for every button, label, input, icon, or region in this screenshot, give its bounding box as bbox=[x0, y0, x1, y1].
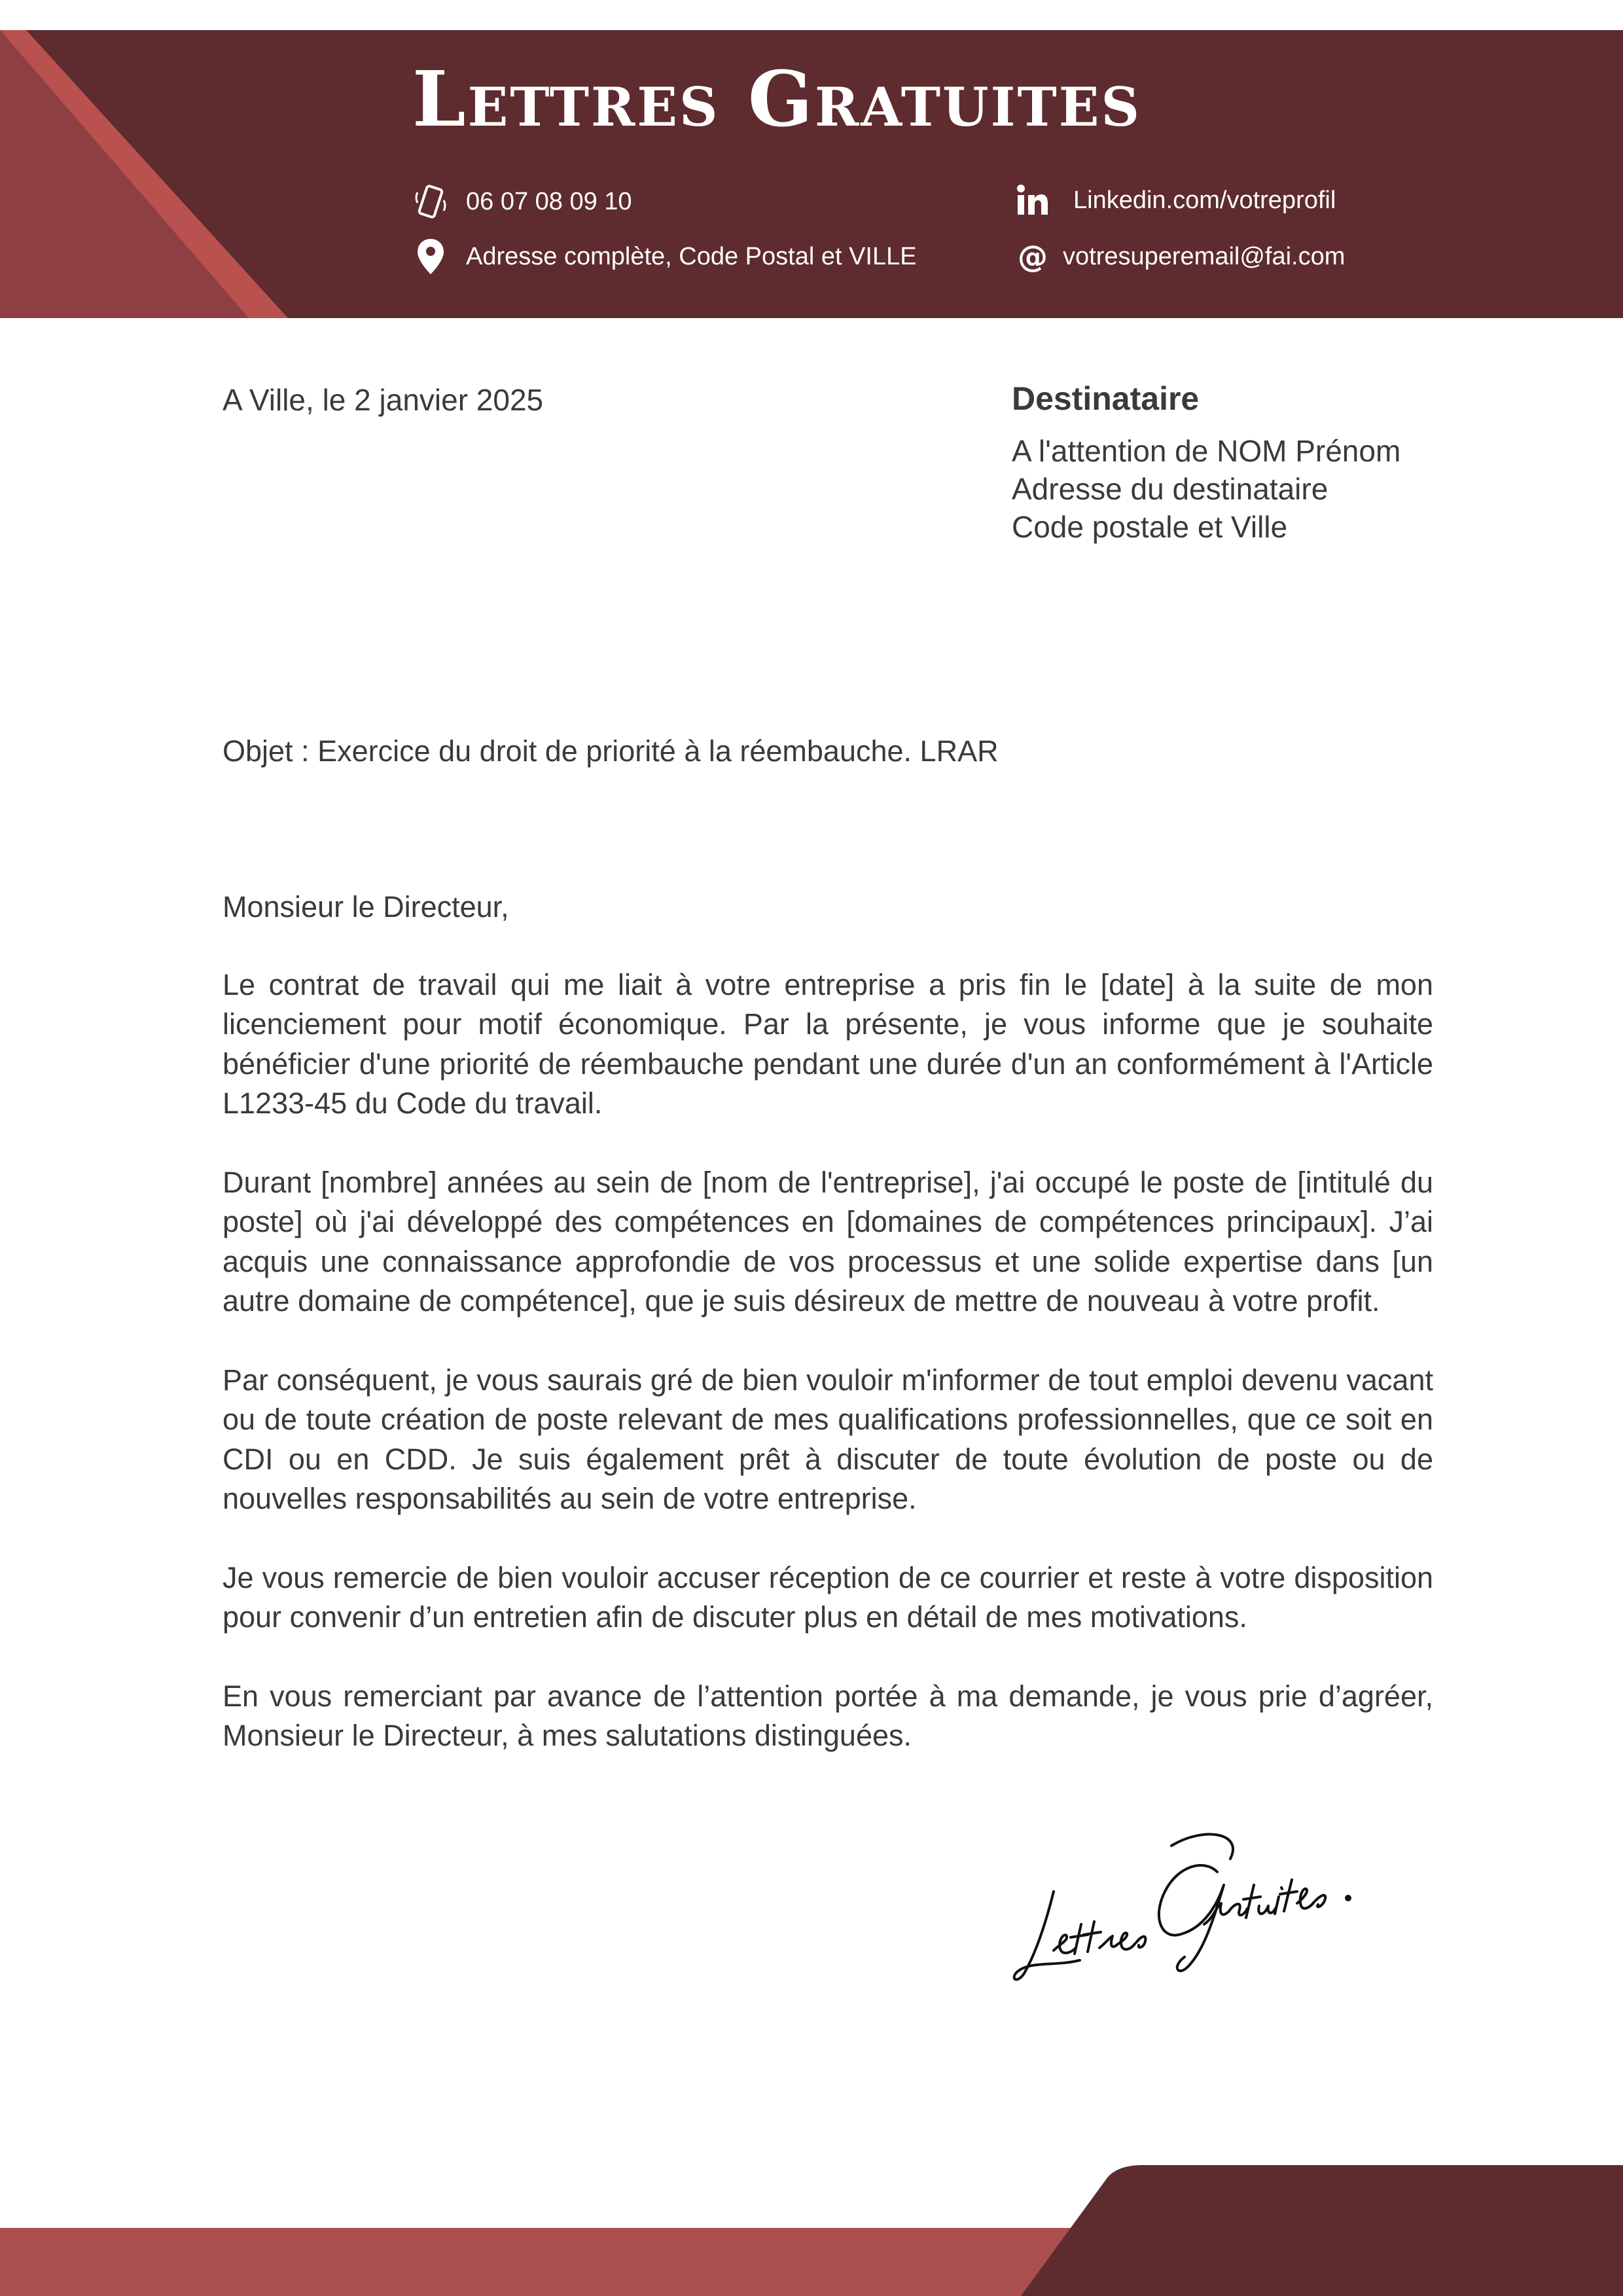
recipient-address: Adresse du destinataire bbox=[1012, 472, 1329, 506]
recipient-city: Code postale et Ville bbox=[1012, 510, 1288, 544]
body-paragraph: En vous remerciant par avance de l’attention portée à ma demande, je vous prie d’agréer, Monsieur le Directeur, à mes salutations distinguées. bbox=[223, 1679, 1433, 1752]
sender-email[interactable]: votresuperemail@fai.com bbox=[1063, 242, 1346, 270]
letter-greeting: Monsieur le Directeur, bbox=[223, 890, 509, 924]
linkedin-contact bbox=[1014, 182, 1336, 219]
sender-address: Adresse complète, Code Postal et VILLE bbox=[466, 242, 917, 270]
handwritten-signature bbox=[1008, 1820, 1387, 1990]
at-sign-icon: @ bbox=[1018, 239, 1048, 274]
recipient-block bbox=[1012, 380, 1400, 546]
body-paragraph: Par conséquent, je vous saurais gré de bien vouloir m'informer de tout emploi devenu vacant ou de toute création de poste relevant de mes qualifications professionnelles, que ce soit en CDI ou en CDD. Je suis également prêt à discuter de toute évolution de poste ou de nouvelles responsabilités au sein de votre entreprise. bbox=[223, 1363, 1433, 1515]
phone-contact bbox=[412, 183, 632, 220]
recipient-title: Destinataire bbox=[1012, 380, 1200, 417]
letter-date: A Ville, le 2 janvier 2025 bbox=[223, 383, 544, 417]
address-contact bbox=[412, 238, 917, 275]
location-pin-icon bbox=[412, 238, 449, 275]
body-paragraph: Durant [nombre] années au sein de [nom de l'entreprise], j'ai occupé le poste de [intitulé du poste] où j'ai développé des compétences en [domaines de compétences principaux]. J’ai acquis une connaissance approfondie de vos processus et une solide expertise dans [un autre domaine de compétence], que je suis désireux de mettre de nouveau à votre profit. bbox=[223, 1165, 1433, 1318]
footer-decoration bbox=[0, 2160, 1623, 2296]
letter-subject: Objet : Exercice du droit de priorité à la réembauche. LRAR bbox=[223, 734, 999, 768]
phone-icon bbox=[412, 183, 449, 220]
body-paragraph: Le contrat de travail qui me liait à votre entreprise a pris fin le [date] à la suite de mon licenciement pour motif économique. Par la présente, je vous informe que je souhaite bénéficier d'une priorité de réembauche pendant une durée d'un an conformément à l'Article L1233-45 du Code du travail. bbox=[223, 967, 1433, 1120]
phone-number: 06 07 08 09 10 bbox=[466, 187, 632, 215]
email-contact bbox=[1014, 238, 1345, 275]
letter-body bbox=[223, 888, 1433, 1795]
body-paragraph: Je vous remercie de bien vouloir accuser réception de ce courrier et reste à votre disposition pour convenir d’un entretien afin de discuter plus en détail de mes motivations. bbox=[223, 1560, 1433, 1634]
letter-header bbox=[0, 30, 1623, 318]
recipient-attention: A l'attention de NOM Prénom bbox=[1012, 434, 1401, 468]
linkedin-url[interactable]: Linkedin.com/votreprofil bbox=[1073, 186, 1336, 214]
linkedin-icon bbox=[1014, 182, 1051, 219]
sender-name: Lettres Gratuites bbox=[412, 55, 1142, 144]
letter-footer bbox=[0, 2160, 1623, 2296]
header-corner-decoration bbox=[0, 30, 301, 318]
